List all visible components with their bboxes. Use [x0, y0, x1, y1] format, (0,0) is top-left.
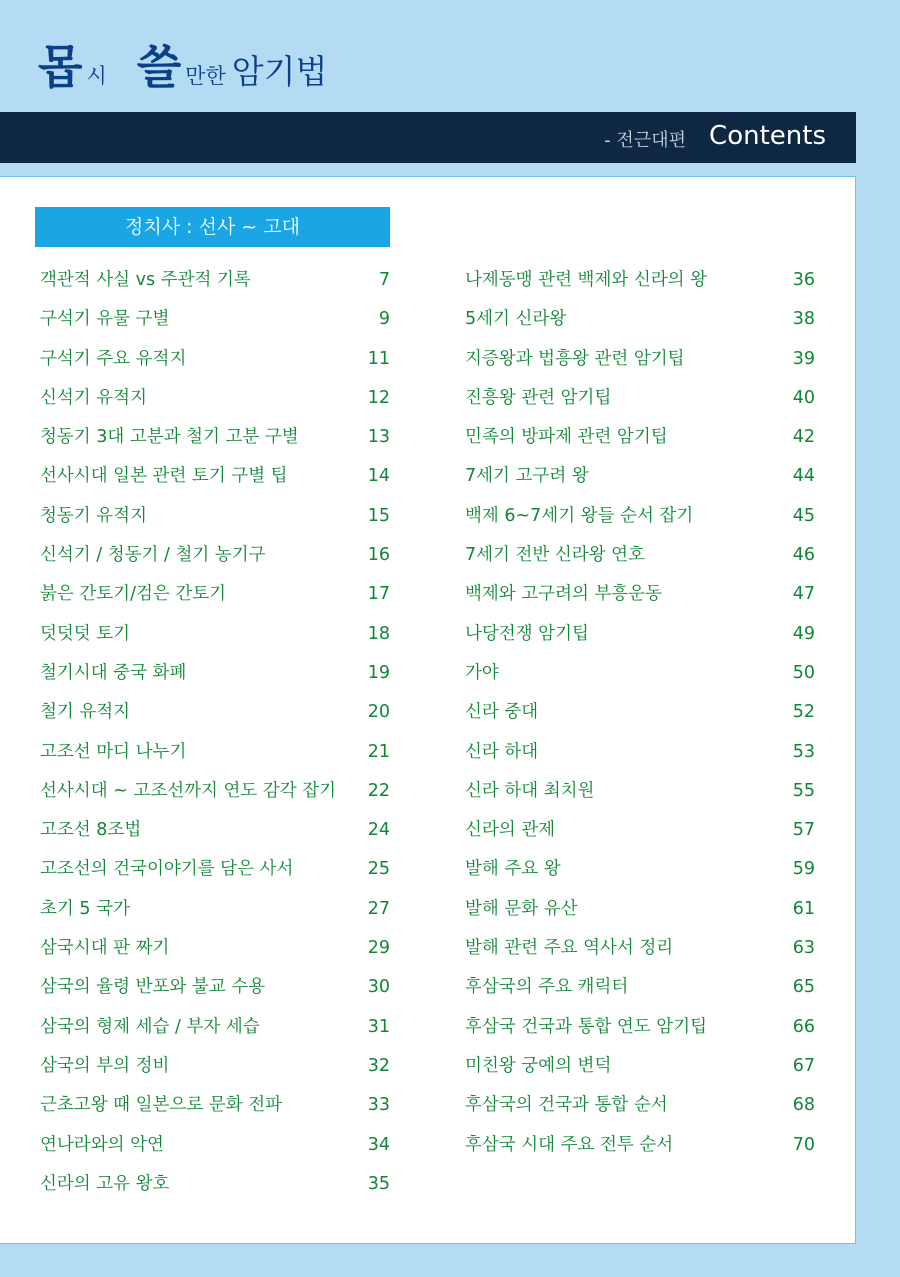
toc-item[interactable]	[40, 265, 390, 304]
toc-item-page: 16	[367, 545, 390, 566]
title-char-1: 몹	[38, 40, 83, 94]
toc-item[interactable]	[465, 815, 815, 854]
toc-item-page: 40	[792, 387, 815, 408]
toc-item[interactable]	[465, 894, 815, 933]
toc-item-label: 가야	[465, 662, 499, 683]
toc-item-label: 고조선 마디 나누기	[40, 741, 187, 762]
toc-item[interactable]	[40, 933, 390, 972]
toc-item-label: 발해 문화 유산	[465, 898, 578, 919]
toc-item-page: 32	[367, 1055, 390, 1076]
toc-item[interactable]	[40, 854, 390, 893]
toc-item[interactable]	[465, 972, 815, 1011]
toc-item-label: 신라의 관제	[465, 820, 556, 841]
toc-item[interactable]	[40, 1012, 390, 1051]
toc-item-label: 후삼국의 건국과 통합 순서	[465, 1095, 668, 1116]
toc-item[interactable]	[465, 344, 815, 383]
toc-item[interactable]	[40, 972, 390, 1011]
toc-item[interactable]	[40, 304, 390, 343]
toc-item-label: 신라의 고유 왕호	[40, 1173, 170, 1194]
toc-item-page: 55	[792, 780, 815, 801]
toc-item[interactable]	[40, 344, 390, 383]
toc-item[interactable]	[465, 697, 815, 736]
toc-item-label: 삼국의 부의 정비	[40, 1055, 170, 1076]
toc-item-label: 신석기 / 청동기 / 철기 농기구	[40, 545, 266, 566]
toc-item[interactable]	[40, 894, 390, 933]
toc-item[interactable]	[465, 501, 815, 540]
toc-item-label: 백제 6~7세기 왕들 순서 잡기	[465, 505, 694, 526]
toc-item-page: 12	[367, 387, 390, 408]
toc-item-page: 29	[367, 938, 390, 959]
toc-item[interactable]	[40, 815, 390, 854]
toc-item-page: 24	[367, 820, 390, 841]
toc-item[interactable]	[465, 461, 815, 500]
header-subtitle: - 전근대편	[604, 130, 686, 151]
toc-item-page: 33	[367, 1095, 390, 1116]
toc-item-page: 52	[792, 702, 815, 723]
toc-item-page: 13	[367, 427, 390, 448]
toc-item-label: 후삼국 시대 주요 전투 순서	[465, 1134, 674, 1155]
toc-item-label: 후삼국 건국과 통합 연도 암기팁	[465, 1016, 708, 1037]
toc-item-page: 15	[367, 505, 390, 526]
toc-item[interactable]	[40, 1130, 390, 1169]
toc-item[interactable]	[465, 540, 815, 579]
toc-item-page: 47	[792, 584, 815, 605]
toc-item[interactable]	[40, 697, 390, 736]
toc-item-page: 63	[792, 938, 815, 959]
toc-item[interactable]	[40, 540, 390, 579]
toc-item-label: 청동기 3대 고분과 철기 고분 구별	[40, 427, 299, 448]
toc-item-page: 36	[792, 270, 815, 290]
toc-item-page: 25	[367, 859, 390, 880]
toc-item[interactable]	[40, 1090, 390, 1129]
toc-item-page: 53	[792, 741, 815, 762]
toc-item-page: 42	[792, 427, 815, 448]
toc-item-page: 46	[792, 545, 815, 566]
toc-item-label: 신라 중대	[465, 702, 539, 723]
header-contents-label: Contents	[709, 121, 826, 151]
toc-item-page: 30	[367, 977, 390, 998]
toc-item-page: 11	[367, 348, 390, 369]
toc-item-label: 발해 주요 왕	[465, 859, 561, 880]
toc-item-label: 삼국시대 판 짜기	[40, 938, 170, 959]
toc-item-page: 20	[367, 702, 390, 723]
toc-item-label: 나당전쟁 암기팁	[465, 623, 589, 644]
toc-item-label: 선사시대 일본 관련 토기 구별 팁	[40, 466, 288, 487]
toc-item-label: 진흥왕 관련 암기팁	[465, 387, 612, 408]
toc-item[interactable]	[465, 304, 815, 343]
toc-item-label: 신라 하대 최치원	[465, 780, 595, 801]
toc-item-page: 7	[378, 270, 390, 290]
toc-item-page: 59	[792, 859, 815, 880]
toc-item[interactable]	[465, 737, 815, 776]
toc-item-label: 청동기 유적지	[40, 505, 147, 526]
section-banner: 정치사 : 선사 ~ 고대	[35, 207, 390, 247]
toc-item[interactable]	[40, 737, 390, 776]
toc-item-label: 고조선 8조법	[40, 820, 142, 841]
toc-item[interactable]	[465, 422, 815, 461]
toc-item-label: 선사시대 ~ 고조선까지 연도 감각 잡기	[40, 780, 337, 801]
toc-item-label: 덧덧덧 토기	[40, 623, 131, 644]
title-rest: 암기법	[231, 52, 328, 91]
toc-item-label: 7세기 고구려 왕	[465, 466, 589, 487]
toc-item-page: 39	[792, 348, 815, 369]
toc-item-label: 연나라와의 악연	[40, 1134, 164, 1155]
toc-item-page: 68	[792, 1095, 815, 1116]
toc-item[interactable]	[40, 658, 390, 697]
toc-right-column	[465, 265, 815, 1169]
toc-item-label: 근초고왕 때 일본으로 문화 전파	[40, 1095, 283, 1116]
toc-item[interactable]	[465, 658, 815, 697]
toc-item[interactable]	[40, 461, 390, 500]
toc-item-label: 미친왕 궁예의 변덕	[465, 1055, 612, 1076]
toc-item-label: 고조선의 건국이야기를 담은 사서	[40, 859, 294, 880]
contents-panel	[0, 176, 856, 1244]
toc-left-column	[40, 265, 390, 1208]
toc-item-label: 5세기 신라왕	[465, 309, 567, 330]
toc-item-label: 백제와 고구려의 부흥운동	[465, 584, 663, 605]
toc-item-label: 7세기 전반 신라왕 연호	[465, 545, 645, 566]
toc-item[interactable]	[465, 1130, 815, 1169]
toc-item[interactable]	[465, 1051, 815, 1090]
toc-item[interactable]	[465, 1012, 815, 1051]
toc-item-page: 57	[792, 820, 815, 841]
toc-item-page: 38	[792, 309, 815, 330]
toc-item[interactable]	[40, 1169, 390, 1208]
toc-item-label: 초기 5 국가	[40, 898, 130, 919]
toc-item-page: 14	[367, 466, 390, 487]
toc-item[interactable]	[40, 579, 390, 618]
toc-item[interactable]	[465, 383, 815, 422]
toc-item-page: 34	[367, 1134, 390, 1155]
toc-item-page: 31	[367, 1016, 390, 1037]
toc-item[interactable]	[40, 383, 390, 422]
toc-item-label: 철기 유적지	[40, 702, 131, 723]
toc-item[interactable]	[465, 619, 815, 658]
toc-item[interactable]	[40, 619, 390, 658]
toc-item-page: 18	[367, 623, 390, 644]
toc-item[interactable]	[40, 501, 390, 540]
toc-item-page: 22	[367, 780, 390, 801]
toc-item-page: 21	[367, 741, 390, 762]
toc-item[interactable]	[465, 265, 815, 304]
toc-item-page: 49	[792, 623, 815, 644]
toc-item[interactable]	[40, 776, 390, 815]
toc-item-page: 19	[367, 662, 390, 683]
title-char-2-small: 만한	[185, 64, 226, 88]
header-bar	[0, 112, 856, 163]
toc-item-page: 61	[792, 898, 815, 919]
toc-item-label: 지증왕과 법흥왕 관련 암기팁	[465, 348, 685, 369]
toc-item-label: 삼국의 율령 반포와 불교 수용	[40, 977, 266, 998]
toc-item-label: 신라 하대	[465, 741, 539, 762]
toc-item-page: 65	[792, 977, 815, 998]
toc-item-page: 67	[792, 1055, 815, 1076]
toc-item-page: 35	[367, 1173, 390, 1194]
toc-item-page: 44	[792, 466, 815, 487]
toc-item[interactable]	[465, 776, 815, 815]
toc-item-page: 66	[792, 1016, 815, 1037]
toc-item-page: 27	[367, 898, 390, 919]
book-title	[38, 40, 328, 94]
toc-item-page: 50	[792, 662, 815, 683]
toc-item-label: 구석기 유물 구별	[40, 309, 170, 330]
title-char-2: 쓸	[136, 40, 182, 94]
toc-item-page: 45	[792, 505, 815, 526]
toc-item[interactable]	[465, 933, 815, 972]
toc-item-label: 나제동맹 관련 백제와 신라의 왕	[465, 270, 708, 290]
toc-item-label: 객관적 사실 vs 주관적 기록	[40, 270, 251, 290]
title-char-1-small: 시	[86, 64, 107, 88]
toc-item-page: 17	[367, 584, 390, 605]
toc-item[interactable]	[465, 1090, 815, 1129]
toc-item-label: 신석기 유적지	[40, 387, 147, 408]
toc-item-label: 삼국의 형제 세습 / 부자 세습	[40, 1016, 260, 1037]
toc-item-page: 70	[792, 1134, 815, 1155]
toc-item[interactable]	[40, 1051, 390, 1090]
toc-item-page: 9	[378, 309, 390, 330]
toc-item-label: 민족의 방파제 관련 암기팁	[465, 427, 668, 448]
toc-item-label: 붉은 간토기/검은 간토기	[40, 584, 227, 605]
toc-item[interactable]	[465, 854, 815, 893]
toc-item-label: 발해 관련 주요 역사서 정리	[465, 938, 674, 959]
toc-item-label: 구석기 주요 유적지	[40, 348, 187, 369]
toc-item[interactable]	[40, 422, 390, 461]
toc-item-label: 후삼국의 주요 캐릭터	[465, 977, 629, 998]
toc-item-label: 철기시대 중국 화폐	[40, 662, 187, 683]
toc-item[interactable]	[465, 579, 815, 618]
